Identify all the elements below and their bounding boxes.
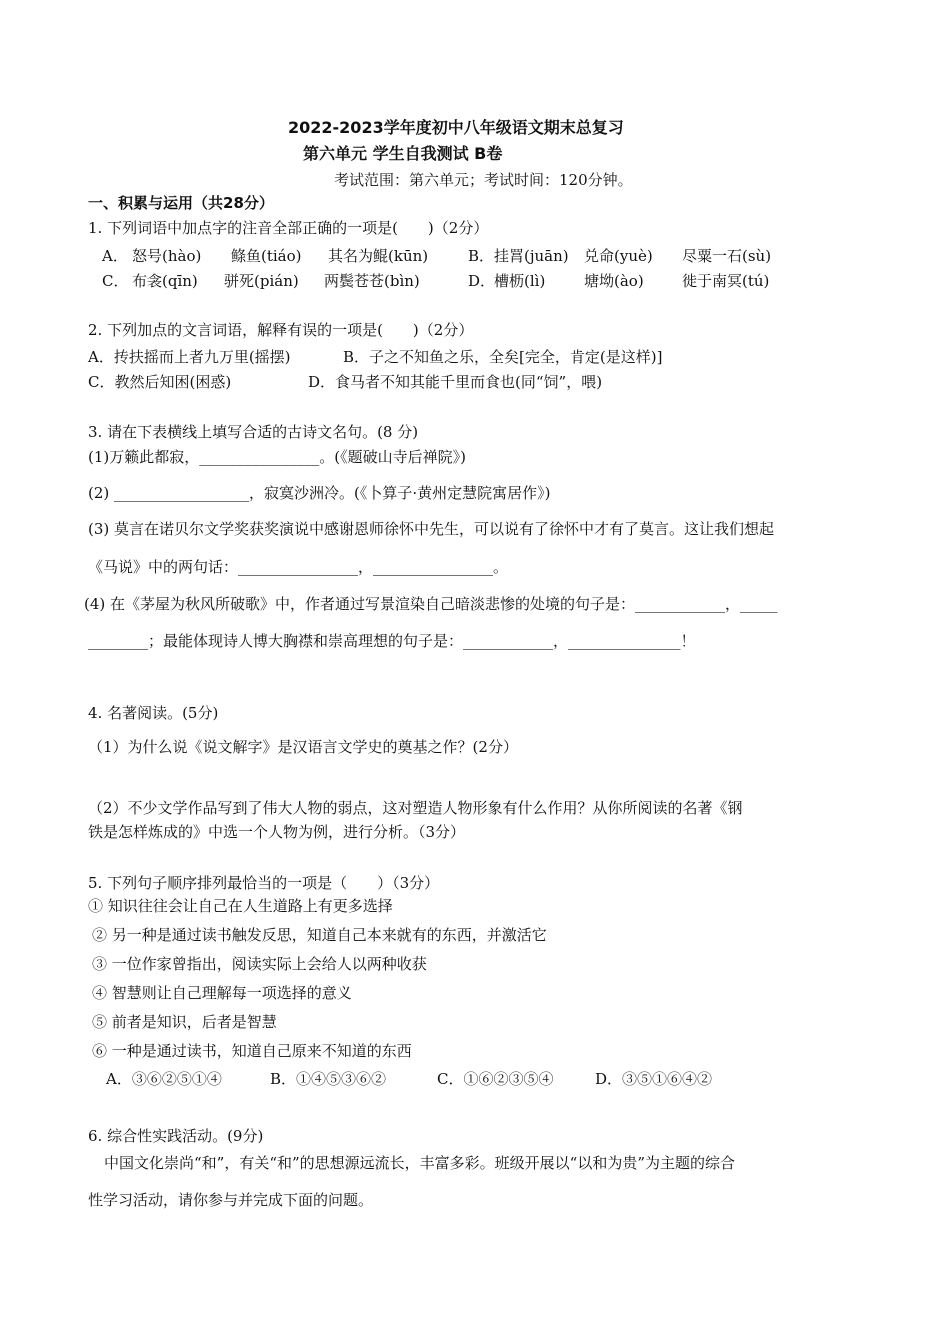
sentence-item: ④ 智慧则让自己理解每一项选择的意义 [92,984,352,1002]
question-2-option-c: C．教然后知困(困惑) [88,373,232,391]
question-1-row-ab [88,246,888,266]
question-4-stem: 4. 名著阅读。(5分) [88,704,219,722]
question-3-line-3a: (3) 莫言在诺贝尔文学奖获奖演说中感谢恩师徐怀中先生，可以说有了徐怀中才有了莫言。这让我们想起 [88,520,775,538]
page-title: 2022-2023学年度初中八年级语文期末总复习 [288,118,624,137]
section-heading: 一、积累与运用（共28分） [88,194,274,212]
question-6-paragraph-1: 中国文化崇尚“和”，有关“和”的思想源远流长，丰富多彩。班级开展以“以和为贵”为主题的综合 [104,1154,736,1172]
question-3-line-4a: (4) 在《茅屋为秋风所破歌》中，作者通过写景渲染自己暗淡悲惨的处境的句子是：____________，_____ [84,595,778,613]
question-4-part-2b: 铁是怎样炼成的》中选一个人物为例，进行分析。（3分） [88,823,466,841]
sentence-item: ⑤ 前者是知识，后者是智慧 [92,1013,277,1031]
option-label: D． [468,272,496,290]
option-item: 布衾(qīn) [132,272,198,290]
question-2-option-b: B．子之不知鱼之乐，全矣[完全，肯定(是这样)] [343,348,663,366]
question-3-line-1: (1)万籁此都寂，________________。(《题破山寺后禅院》) [88,448,466,466]
option-label: C． [102,272,129,290]
option-item: 骈死(pián) [224,272,299,290]
question-4-part-2a: （2）不少文学作品写到了伟大人物的弱点，这对塑造人物形象有什么作用？从你所阅读的名著《钢 [88,799,743,817]
option-item: 徙于南冥(tú) [682,272,770,290]
question-2-option-a: A．抟扶摇而上者九万里(摇摆) [88,348,291,366]
question-4-part-1: （1）为什么说《说文解字》是汉语言文学史的奠基之作？(2分） [88,738,518,756]
question-1-stem: 1. 下列词语中加点字的注音全部正确的一项是( )（2分） [88,219,489,237]
option-item: 兑命(yuè) [584,247,653,265]
option-item: 槽枥(lì) [494,272,546,290]
question-3-line-3b: 《马说》中的两句话：________________，________________。 [88,558,509,576]
exam-info: 考试范围：第六单元；考试时间：120分钟。 [334,171,633,189]
question-6-stem: 6. 综合性实践活动。(9分) [88,1127,264,1145]
question-1-row-cd [88,271,888,291]
question-5-options [88,1069,888,1089]
option-item: 挂罥(juān) [494,247,569,265]
sentence-item: ⑥ 一种是通过读书，知道自己原来不知道的东西 [92,1042,412,1060]
question-3-stem: 3. 请在下表横线上填写合适的古诗文名句。(8 分) [88,423,419,441]
option-label: B． [468,247,495,265]
sentence-item: ③ 一位作家曾指出，阅读实际上会给人以两种收获 [92,955,427,973]
option-item: C．①⑥②③⑤④ [437,1070,554,1088]
option-item: 塘坳(ào) [584,272,644,290]
sentence-item: ① 知识往往会让自己在人生道路上有更多选择 [88,897,393,915]
question-6-paragraph-2: 性学习活动，请你参与并完成下面的问题。 [88,1191,374,1209]
page-subtitle: 第六单元 学生自我测试 B卷 [303,144,503,163]
option-item: 鲦鱼(tiáo) [231,247,302,265]
question-2-stem: 2. 下列加点的文言词语，解释有误的一项是( )（2分） [88,321,474,339]
question-2-option-d: D．食马者不知其能千里而食也(同“饲”，喂) [308,373,603,391]
sentence-item: ② 另一种是通过读书触发反思，知道自己本来就有的东西，并激活它 [92,926,547,944]
option-item: B．①④⑤③⑥② [270,1070,387,1088]
option-item: A．③⑥②⑤①④ [106,1070,222,1088]
option-item: 两鬓苍苍(bìn) [324,272,420,290]
question-3-line-2: (2) __________________，寂寞沙洲冷。(《卜算子·黄州定慧院寓居作》) [88,484,551,502]
question-5-stem: 5. 下列句子顺序排列最恰当的一项是（ ）（3分） [88,874,440,892]
option-item: 尽粟一石(sù) [682,247,772,265]
option-item: 其名为鲲(kūn) [328,247,429,265]
option-item: 怒号(hào) [132,247,202,265]
option-label: A． [102,247,128,265]
option-item: D．③⑤①⑥④② [595,1070,713,1088]
question-3-line-4b: ________；最能体现诗人博大胸襟和崇高理想的句子是：____________，_______________！ [88,632,696,650]
